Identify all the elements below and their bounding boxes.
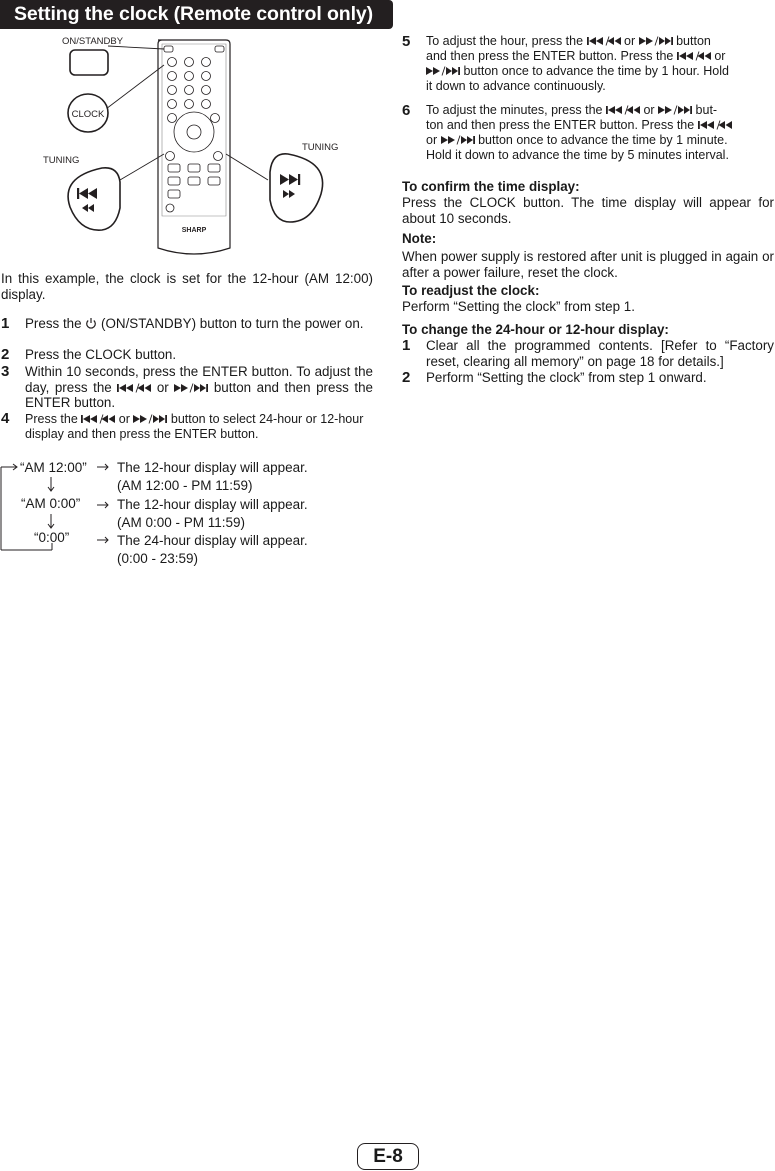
note-text: When power supply is restored after unit is plugged in again or after a power failure, reset the clock. — [402, 249, 774, 280]
step-text: but- — [695, 103, 718, 117]
step-text: it down to advance continuously. — [426, 79, 606, 93]
prev-rewind-icon — [81, 414, 115, 424]
step-text: button — [676, 34, 711, 48]
section-title: Setting the clock (Remote control only) — [14, 3, 374, 25]
flow-desc-range: (AM 0:00 - PM 11:59) — [117, 515, 246, 530]
step-3 — [1, 364, 373, 412]
change-step-1 — [402, 338, 774, 370]
step-text: Press the — [25, 316, 82, 331]
step-text: Within 10 seconds, press the ENTER button. To adjust the day, press the — [25, 364, 373, 395]
step-text: Hold it down to advance the time by 5 minutes interval. — [426, 148, 729, 162]
fastforward-next-icon — [174, 383, 208, 393]
flow-item-24h: “0:00” — [34, 530, 70, 545]
or-text: or — [624, 34, 636, 48]
fastforward-next-icon — [441, 135, 475, 145]
step-number: 5 — [402, 33, 411, 50]
or-text: or — [118, 412, 130, 426]
or-text: or — [426, 133, 438, 147]
step-text: Press the — [25, 412, 78, 426]
step-text: Clear all the programmed contents. [Refer to “Factory reset, clearing all memory” on page 18 for details.] — [426, 338, 774, 369]
step-text: and then press the ENTER button. Press the — [426, 49, 674, 63]
or-text: or — [714, 49, 726, 63]
or-text: or — [156, 379, 169, 395]
step-number: 1 — [402, 337, 411, 354]
prev-rewind-icon — [606, 105, 640, 115]
step-number: 1 — [1, 315, 10, 332]
step-text: Press the CLOCK button. — [25, 347, 177, 362]
brand-logo: SHARP — [181, 227, 207, 234]
tuning-down-button — [68, 168, 120, 230]
step-number: 4 — [1, 410, 10, 427]
fastforward-next-icon — [133, 414, 167, 424]
remote-illustration — [40, 32, 385, 260]
step-text: button and then press the ENTER button. — [25, 379, 373, 410]
tuning-up-button — [270, 154, 323, 222]
confirm-heading: To confirm the time display: — [402, 179, 580, 194]
on-standby-label: ON/STANDBY — [62, 36, 124, 47]
prev-rewind-icon — [587, 36, 621, 46]
prev-rewind-icon — [117, 383, 151, 393]
step-text: Perform “Setting the clock” from step 1 onward. — [426, 370, 707, 385]
step-4 — [1, 411, 373, 443]
tuning-left-label: TUNING — [43, 155, 80, 166]
flow-item-am0: “AM 0:00” — [21, 496, 81, 511]
step-2 — [1, 347, 373, 363]
on-standby-button — [70, 50, 108, 75]
change-step-2 — [402, 370, 774, 386]
flow-desc-range: (AM 12:00 - PM 11:59) — [117, 478, 253, 493]
step-text: button once to advance the time by 1 hour. Hold — [463, 64, 729, 78]
flow-desc-line: The 12-hour display will appear. — [117, 460, 308, 475]
step-5 — [402, 34, 774, 98]
power-icon — [85, 317, 97, 329]
step-number: 3 — [1, 363, 10, 380]
step-number: 2 — [402, 369, 411, 386]
step-6 — [402, 103, 774, 167]
section-header — [0, 0, 393, 29]
step-text: ton and then press the ENTER button. Press the — [426, 118, 695, 132]
step-text: (ON/STANDBY) button to turn the power on. — [101, 316, 364, 331]
step-number: 6 — [402, 102, 411, 119]
step-1 — [1, 316, 373, 348]
clock-label: CLOCK — [71, 109, 105, 120]
flow-desc-line: The 12-hour display will appear. — [117, 497, 308, 512]
step-text: To adjust the hour, press the — [426, 34, 584, 48]
note-heading: Note: — [402, 231, 437, 246]
prev-rewind-icon — [677, 51, 711, 61]
change-heading: To change the 24-hour or 12-hour display: — [402, 322, 669, 337]
flow-desc-1 — [117, 460, 308, 493]
flow-item-am12: “AM 12:00” — [20, 460, 87, 475]
page-number: E-8 — [357, 1143, 419, 1170]
intro-text: In this example, the clock is set for the 12-hour (AM 12:00) display. — [1, 271, 373, 302]
remote-control — [158, 40, 230, 254]
or-text: or — [643, 103, 655, 117]
fastforward-next-icon — [426, 66, 460, 76]
readjust-text: Perform “Setting the clock” from step 1. — [402, 299, 635, 314]
fastforward-next-icon — [658, 105, 692, 115]
flow-desc-range: (0:00 - 23:59) — [117, 551, 199, 566]
readjust-heading: To readjust the clock: — [402, 283, 540, 298]
flow-desc-line: The 24-hour display will appear. — [117, 533, 308, 548]
tuning-right-label: TUNING — [302, 142, 339, 153]
flow-desc-2 — [117, 497, 308, 530]
step-number: 2 — [1, 346, 10, 363]
step-text: button once to advance the time by 1 minute. — [478, 133, 728, 147]
confirm-text: Press the CLOCK button. The time display will appear for about 10 seconds. — [402, 195, 774, 226]
fastforward-next-icon — [639, 36, 673, 46]
step-text: To adjust the minutes, press the — [426, 103, 603, 117]
flow-desc-3 — [117, 533, 308, 566]
step-text: button to select 24-hour or 12-hour display and then press the ENTER button. — [25, 412, 364, 441]
prev-rewind-icon — [698, 120, 732, 130]
